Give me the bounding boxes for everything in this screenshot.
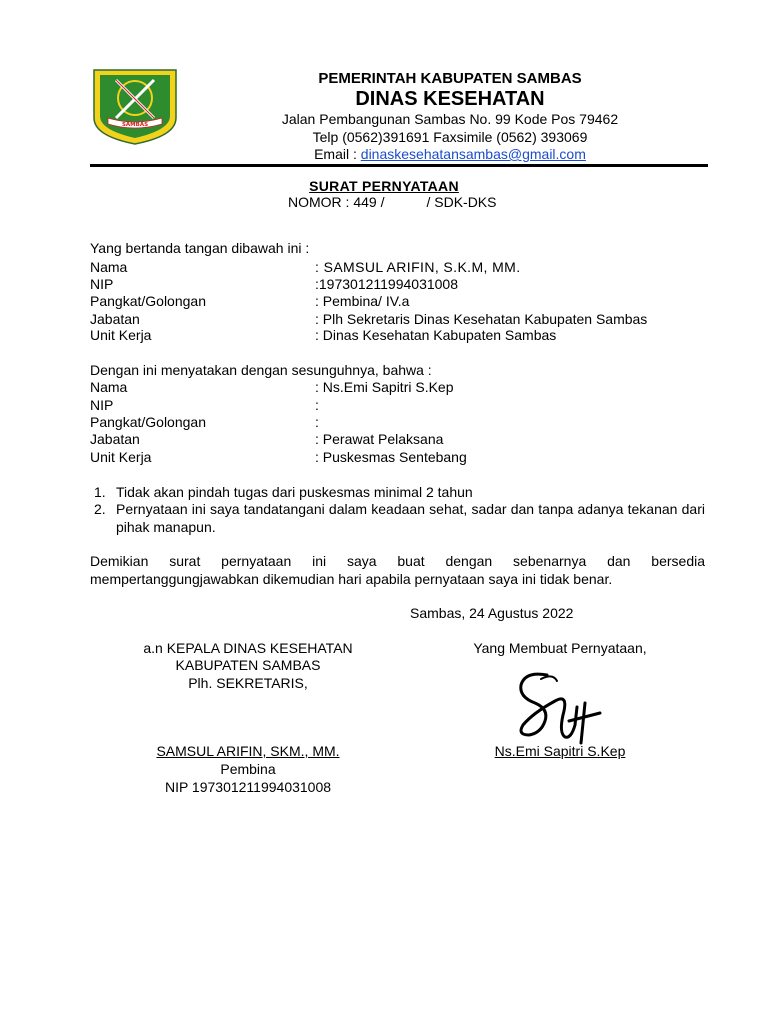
- left-sign-title-1: a.n KEPALA DINAS KESEHATAN: [143, 640, 353, 656]
- signer-value-unit: : Dinas Kesehatan Kabupaten Sambas: [315, 327, 557, 343]
- subject-value-nip: :: [315, 397, 319, 413]
- signer-intro: Yang bertanda tangan dibawah ini :: [90, 240, 310, 256]
- signer-label-nama: Nama: [90, 259, 128, 275]
- sambas-emblem-logo: [90, 66, 180, 146]
- letter-number: [288, 194, 496, 210]
- agency-email-line: [250, 146, 650, 162]
- subject-label-pangkat: Pangkat/Golongan: [90, 414, 206, 430]
- signer-label-nip: NIP: [90, 276, 114, 292]
- left-sign-title-3: Plh. SEKRETARIS,: [188, 675, 308, 691]
- subject-value-jabatan: : Perawat Pelaksana: [315, 431, 444, 447]
- signer-value-pangkat: : Pembina/ IV.a: [315, 293, 410, 309]
- letter-number-suffix: / SDK-DKS: [426, 194, 497, 210]
- right-sign-title: Yang Membuat Pernyataan,: [473, 640, 647, 656]
- left-sign-nip: NIP 197301211994031008: [164, 779, 332, 795]
- signer-value-nama: : SAMSUL ARIFIN, S.K.M, MM.: [315, 259, 521, 275]
- agency-phone: Telp (0562)391691 Faxsimile (0562) 393069: [312, 129, 588, 145]
- subject-intro: Dengan ini menyatakan dengan sesunguhnya, bahwa :: [90, 362, 432, 378]
- subject-value-unit: : Puskesmas Sentebang: [315, 449, 467, 465]
- place-date: Sambas, 24 Agustus 2022: [410, 605, 574, 621]
- logo-ribbon-text: SAMBAS: [121, 122, 149, 128]
- letter-title: SURAT PERNYATAAN: [309, 178, 459, 194]
- subject-label-unit: Unit Kerja: [90, 449, 152, 465]
- statement-text-2: Pernyataan ini saya tandatangani dalam keadaan sehat, sadar dan tanpa adanya tekanan dari pihak manapun.: [116, 501, 705, 535]
- email-link[interactable]: dinaskesehatansambas@gmail.com: [360, 146, 586, 162]
- email-label: Email :: [314, 146, 361, 162]
- closing-paragraph: Demikian surat pernyataan ini saya buat dengan sebenarnya dan bersedia mempertanggungjawabkan dikemudian hari apabila pernyataan saya ini tidak benar.: [90, 553, 705, 587]
- signer-label-pangkat: Pangkat/Golongan: [90, 293, 206, 309]
- signer-label-jabatan: Jabatan: [90, 311, 140, 327]
- subject-value-nama: : Ns.Emi Sapitri S.Kep: [315, 379, 454, 395]
- left-sign-name: SAMSUL ARIFIN, SKM., MM.: [156, 743, 340, 759]
- left-sign-title-2: KABUPATEN SAMBAS: [175, 657, 321, 673]
- agency-address: Jalan Pembangunan Sambas No. 99 Kode Pos 79462: [281, 111, 619, 127]
- statement-number-2: 2.: [94, 501, 106, 517]
- letterhead-divider: [90, 164, 708, 167]
- letter-number-label: NOMOR : 449 /: [288, 194, 385, 210]
- agency-name: DINAS KESEHATAN: [355, 88, 545, 110]
- subject-label-nip: NIP: [90, 397, 114, 413]
- statement-number-1: 1.: [94, 484, 106, 500]
- statement-text-1: Tidak akan pindah tugas dari puskesmas minimal 2 tahun: [116, 484, 473, 500]
- subject-label-jabatan: Jabatan: [90, 431, 140, 447]
- left-sign-rank: Pembina: [220, 761, 276, 777]
- subject-label-nama: Nama: [90, 379, 128, 395]
- right-sign-name: Ns.Emi Sapitri S.Kep: [494, 743, 626, 759]
- signer-label-unit: Unit Kerja: [90, 327, 152, 343]
- signer-value-nip: :197301211994031008: [315, 276, 459, 292]
- government-name: PEMERINTAH KABUPATEN SAMBAS: [318, 70, 582, 87]
- signer-value-jabatan: : Plh Sekretaris Dinas Kesehatan Kabupaten Sambas: [315, 311, 648, 327]
- subject-value-pangkat: :: [315, 414, 319, 430]
